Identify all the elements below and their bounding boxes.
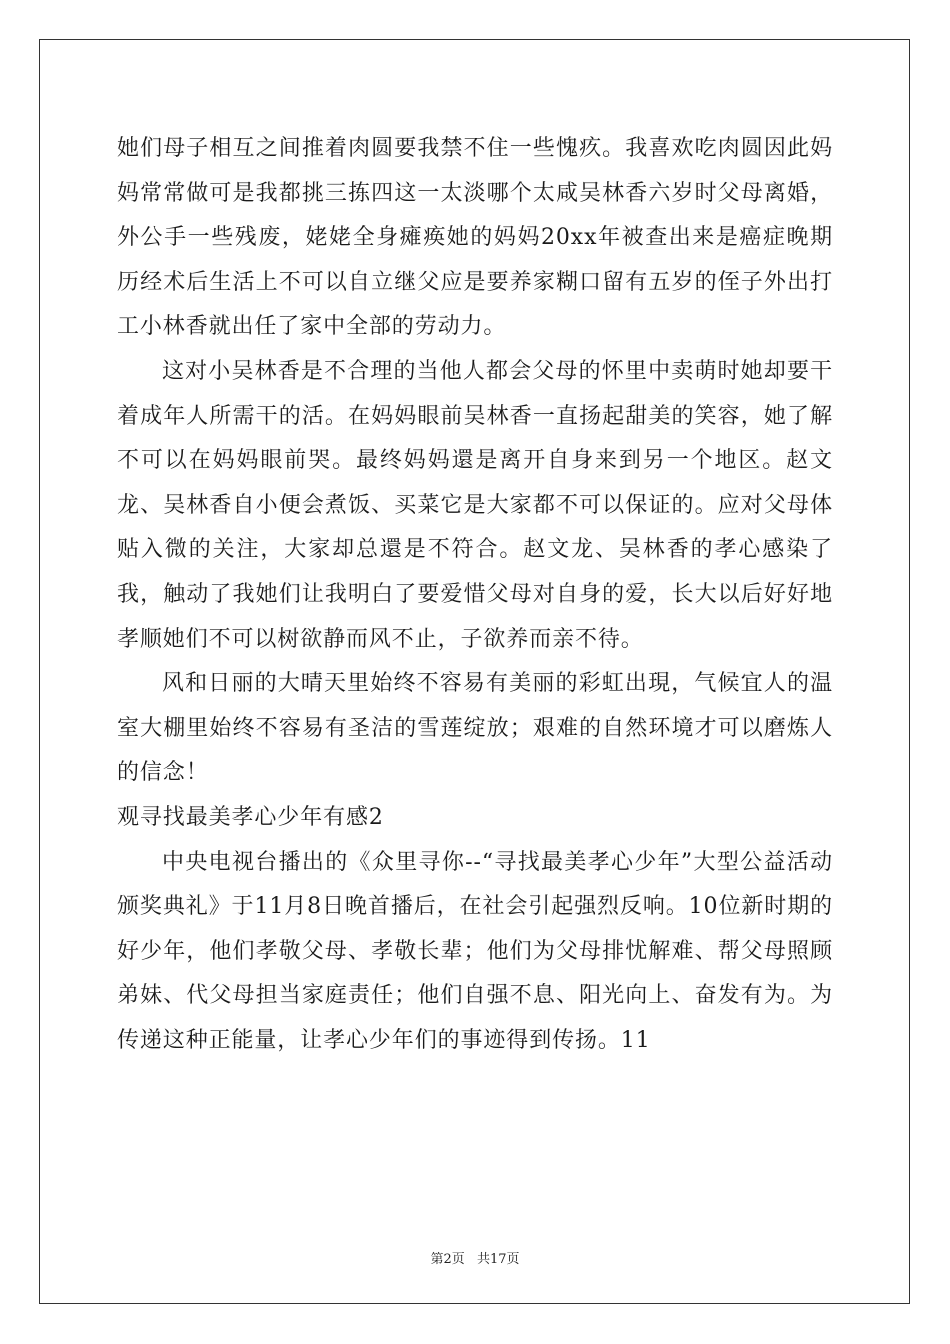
document-body — [117, 127, 833, 1063]
page-number: 第2页 — [430, 1252, 465, 1267]
section-heading: 观寻找最美孝心少年有感2 — [117, 804, 384, 830]
paragraph-2: 这对小吴林香是不合理的当他人都会父母的怀里中卖萌时她却要干着成年人所需干的活。在妈妈眼前吴林香一直扬起甜美的笑容，她了解不可以在妈妈眼前哭。最终妈妈還是离开自身来到另一个地区。赵文龙、吴林香自小便会煮饭、买菜它是大家都不可以保证的。应对父母体贴入微的关注，大家却总還是不符合。赵文龙、吴林香的孝心感染了我，触动了我她们让我明白了要爱惜父母对自身的爱，长大以后好好地孝顺她们不可以树欲静而风不止，子欲养而亲不待。 — [117, 358, 833, 652]
paragraph-4: 中央电视台播出的《众里寻你--“寻找最美孝心少年”大型公益活动颁奖典礼》于11月8日晚首播后，在社会引起强烈反响。10位新时期的好少年，他们孝敬父母、孝敬长辈；他们为父母排忧解难、帮父母照顾弟妹、代父母担当家庭责任；他们自强不息、阳光向上、奋发有为。为传递这种正能量，让孝心少年们的事迹得到传扬。11 — [117, 849, 833, 1053]
page-total: 共17页 — [476, 1252, 520, 1267]
page-footer — [0, 1248, 950, 1267]
paragraph-3: 风和日丽的大晴天里始终不容易有美丽的彩虹出現，气候宜人的温室大棚里始终不容易有圣洁的雪莲绽放；艰难的自然环境才可以磨炼人的信念！ — [117, 671, 833, 786]
paragraph-1: 她们母子相互之间推着肉圆要我禁不住一些愧疚。我喜欢吃肉圆因此妈妈常常做可是我都挑三拣四这一太淡哪个太咸吴林香六岁时父母离婚，外公手一些残废，姥姥全身瘫痪她的妈妈20xx年被查出来是癌症晚期历经术后生活上不可以自立继父应是要养家糊口留有五岁的侄子外出打工小林香就出任了家中全部的劳动力。 — [117, 136, 833, 340]
